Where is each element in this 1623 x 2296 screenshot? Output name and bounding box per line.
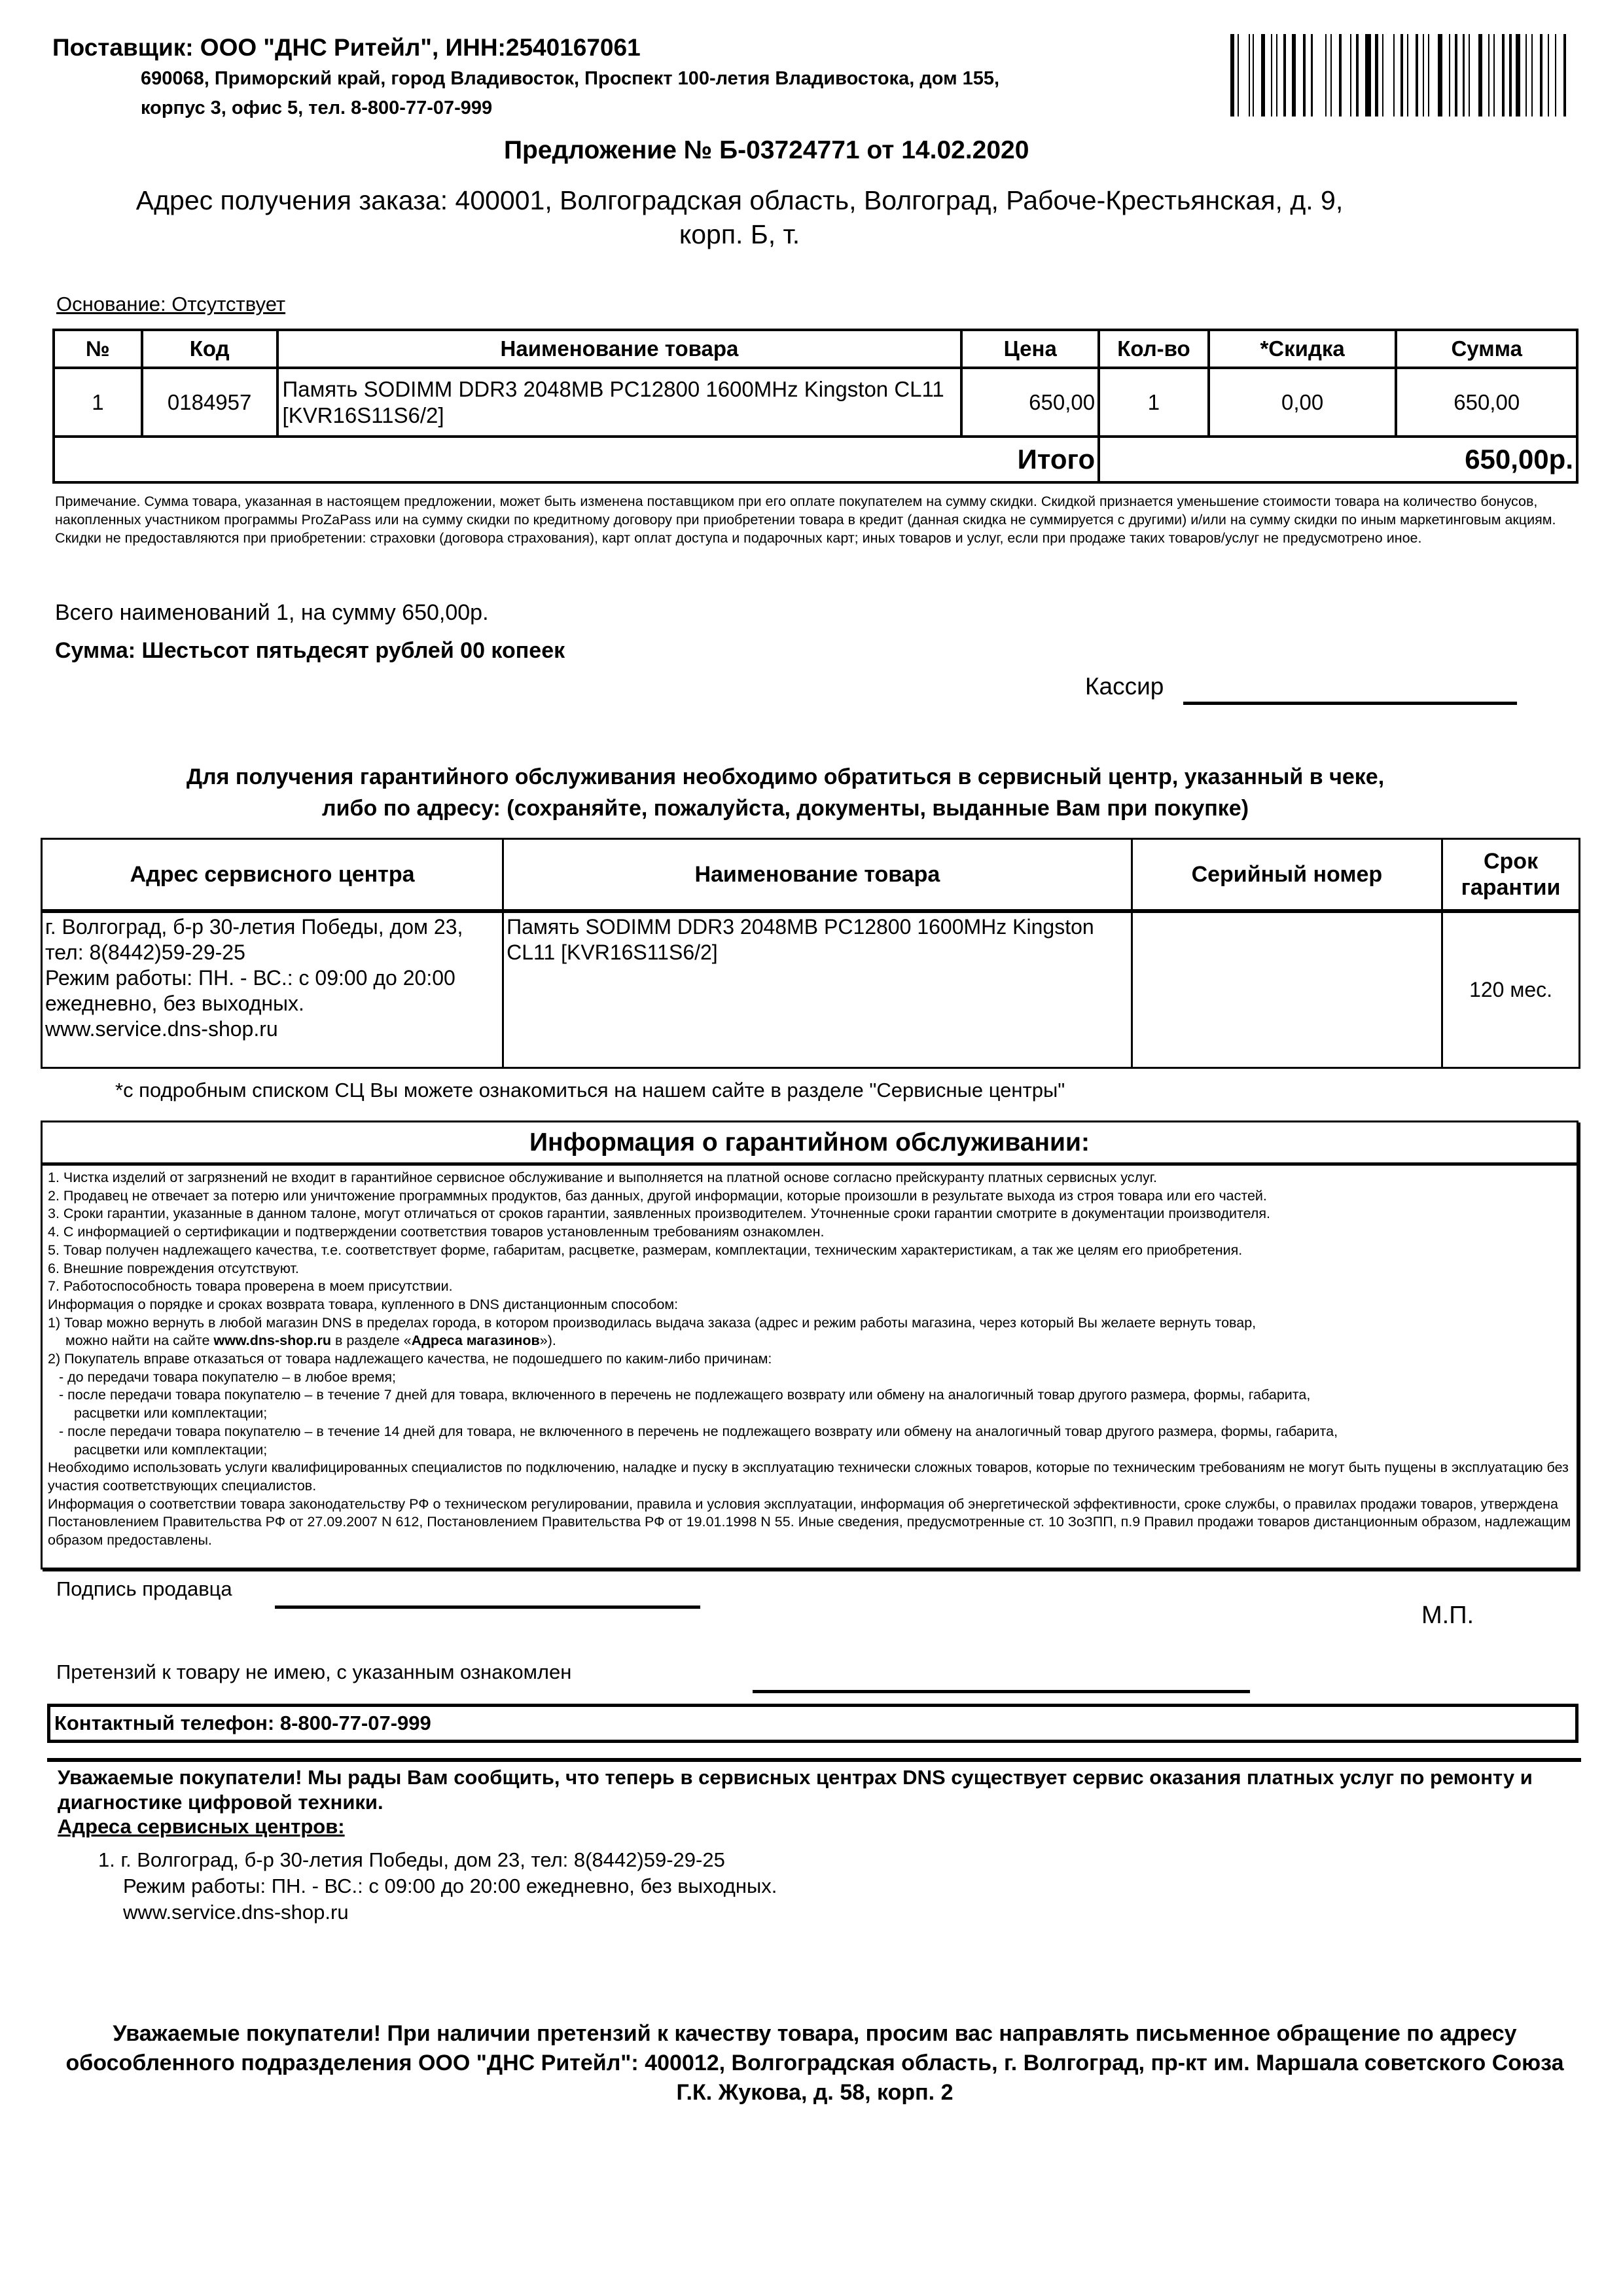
warranty-info-title: Информация о гарантийном обслуживании:	[43, 1122, 1577, 1166]
offer-title: Предложение № Б-03724771 от 14.02.2020	[504, 136, 1029, 164]
col-header-no: №	[54, 330, 142, 368]
text: в разделе «	[330, 1333, 412, 1349]
supplier-address	[141, 64, 1188, 123]
address-line: тел: 8(8442)59-29-25	[45, 940, 245, 964]
price-note	[55, 492, 1573, 547]
separator	[47, 1758, 1581, 1762]
info-item: - после передачи товара покупателю – в течение 7 дней для товара, включенного в перечень не подлежащего возврату или обмену на аналогичный товар другого размера, формы, габарита,	[59, 1387, 1311, 1403]
cashier-signature-line	[1183, 702, 1517, 705]
total-label: Итого	[54, 437, 1099, 482]
info-item: 2. Продавец не отвечает за потерю или уничтожение программных продуктов, баз данных, другой информации, которые произошли в результате выхода из строя товара или его частей.	[48, 1187, 1267, 1204]
col-header-qty: Кол-во	[1099, 330, 1209, 368]
delivery-address-line: Адрес получения заказа: 400001, Волгоградская область, Волгоград, Рабоче-Крестьянская, д. 9,	[135, 185, 1344, 215]
cell-code: 0184957	[142, 368, 277, 437]
info-item: 1. Чистка изделий от загрязнений не входит в гарантийное сервисное обслуживание и выполняется на платной основе согласно прейскуранту платных сервисных услуг.	[48, 1170, 1157, 1185]
info-item: 6. Внешние повреждения отсутствуют.	[48, 1260, 299, 1276]
cell-discount: 0,00	[1209, 368, 1397, 437]
table-row	[54, 368, 1577, 437]
col-header-serial: Серийный номер	[1132, 839, 1442, 911]
col-header-sum: Сумма	[1396, 330, 1577, 368]
service-center-site-link[interactable]: www.service.dns-shop.ru	[123, 1901, 349, 1924]
supplier-address-line: 690068, Приморский край, город Владивосток, Проспект 100-летия Владивостока, дом 155,	[141, 68, 1000, 89]
contact-phone: Контактный телефон: 8-800-77-07-999	[47, 1704, 1578, 1743]
cell-service-address	[42, 911, 503, 1068]
table-row	[42, 911, 1580, 1068]
supplier-name: Поставщик: ООО "ДНС Ритейл", ИНН:2540167061	[52, 34, 641, 61]
col-header-name: Наименование товара	[277, 330, 962, 368]
no-claims-label: Претензий к товару не имею, с указанным ознакомлен	[56, 1660, 572, 1683]
cell-warranty-term: 120 мес.	[1442, 911, 1580, 1068]
supplier-address-line: корпус 3, офис 5, тел. 8-800-77-07-999	[141, 98, 493, 118]
col-header-price: Цена	[961, 330, 1099, 368]
service-center-footnote: *с подробным списком СЦ Вы можете ознакомиться на нашем сайте в разделе "Сервисные центры"	[115, 1079, 1065, 1102]
cashier-label: Кассир	[1085, 673, 1164, 700]
info-item: Информация о порядке и сроках возврата товара, купленного в DNS дистанционным способом:	[48, 1296, 679, 1312]
text: можно найти на сайте	[65, 1333, 214, 1349]
total-count: Всего наименований 1, на сумму 650,00р.	[55, 600, 489, 625]
cell-product-name: Память SODIMM DDR3 2048MB PC12800 1600MHz Kingston CL11 [KVR16S11S6/2]	[503, 911, 1132, 1068]
cell-no: 1	[54, 368, 142, 437]
warranty-info-body	[43, 1166, 1577, 1553]
delivery-address-line: корп. Б, т.	[679, 219, 800, 249]
info-item: 3. Сроки гарантии, указанные в данном талоне, могут отличаться от сроков гарантии, заявленных производителем. Уточненные сроки гарантии смотрите в документации производителя.	[48, 1206, 1270, 1222]
buyer-signature-line	[753, 1690, 1250, 1693]
note-paragraph: Скидки не предоставляются при приобретении: страховки (договора страхования), карт оплат доступа и подарочных карт; иных товаров и услуг, если при продаже таких товаров/услуг не предусмотрено иное.	[55, 530, 1422, 546]
warranty-info-box	[41, 1121, 1578, 1570]
warranty-table-header	[42, 839, 1580, 911]
text: »).	[539, 1333, 556, 1349]
address-line: ежедневно, без выходных.	[45, 991, 304, 1015]
info-item: 7. Работоспособность товара проверена в моем присутствии.	[48, 1278, 453, 1295]
warranty-intro-line: либо по адресу: (сохраняйте, пожалуйста, документы, выданные Вам при покупке)	[321, 796, 1249, 821]
col-header-warranty-term: Срок гарантии	[1442, 839, 1580, 911]
service-site-link[interactable]: www.service.dns-shop.ru	[45, 1016, 278, 1041]
total-in-words: Сумма: Шестьсот пятьдесят рублей 00 копеек	[55, 638, 565, 663]
cell-price: 650,00	[961, 368, 1099, 437]
cell-sum: 650,00	[1396, 368, 1577, 437]
cell-product-name: Память SODIMM DDR3 2048MB PC12800 1600MHz Kingston CL11 [KVR16S11S6/2]	[277, 368, 962, 437]
service-center-hours: Режим работы: ПН. - ВС.: с 09:00 до 20:00 ежедневно, без выходных.	[123, 1874, 777, 1897]
seller-signature-line	[275, 1605, 700, 1609]
warranty-intro-line: Для получения гарантийного обслуживания необходимо обратиться в сервисный центр, указанный в чеке,	[186, 764, 1385, 789]
paid-services-notice: Уважаемые покупатели! Мы рады Вам сообщить, что теперь в сервисных центрах DNS существует сервис оказания платных услуг по ремонту и диагностике цифровой техники.	[58, 1766, 1533, 1814]
basis-label: Основание: Отсутствует	[56, 293, 286, 315]
barcode-icon	[1230, 34, 1571, 117]
total-row	[54, 437, 1577, 482]
col-header-code: Код	[142, 330, 277, 368]
info-item: 2) Покупатель вправе отказаться от товара надлежащего качества, не подошедшего по каким-либо причинам:	[48, 1351, 772, 1367]
service-centers-title: Адреса сервисных центров:	[58, 1815, 345, 1838]
dns-shop-link[interactable]: www.dns-shop.ru	[213, 1333, 331, 1349]
cell-qty: 1	[1099, 368, 1209, 437]
info-item: 4. С информацией о сертификации и подтверждении соответствия товаров установленным требованиям ознакомлен.	[48, 1224, 825, 1240]
info-item-store-link	[48, 1332, 1571, 1350]
col-header-product-name: Наименование товара	[503, 839, 1132, 911]
stamp-placeholder: М.П.	[1421, 1602, 1474, 1629]
warranty-intro	[92, 761, 1479, 824]
warranty-table	[41, 838, 1580, 1069]
service-centers-list	[98, 1847, 777, 1926]
product-table	[52, 329, 1578, 484]
delivery-address	[39, 183, 1440, 251]
cell-serial-number	[1132, 911, 1442, 1068]
note-paragraph: Примечание. Сумма товара, указанная в настоящем предложении, может быть изменена поставщиком при его оплате покупателем на сумму скидки. Скидкой признается уменьшение стоимости товара на количество бонусов, накопленных участником программы ProZaPass или на сумму скидки по кредитному договору при приобретении товара в кредит (данная скидка не суммируется с другими) и/или на сумму скидки по иным маркетинговым акциям.	[55, 493, 1556, 528]
info-item: - после передачи товара покупателю – в течение 14 дней для товара, не включенного в перечень не подлежащего возврату или обмену на аналогичный товар другого размера, формы, габарита,	[59, 1423, 1338, 1439]
claims-notice: Уважаемые покупатели! При наличии претензий к качеству товара, просим вас направлять письменное обращение по адресу обособленного подразделения ООО "ДНС Ритейл": 400012, Волгоградская область, г. Волгоград, пр-кт им. Маршала советского Союза Г.К. Жукова, д. 58, корп. 2	[65, 2021, 1564, 2105]
seller-signature-label: Подпись продавца	[56, 1577, 232, 1600]
info-item: расцветки или комплектации;	[74, 1441, 268, 1458]
col-header-service-address: Адрес сервисного центра	[42, 839, 503, 911]
service-center-address: 1. г. Волгоград, б-р 30-летия Победы, дом 23, тел: 8(8442)59-29-25	[98, 1848, 725, 1871]
address-line: Режим работы: ПН. - ВС.: с 09:00 до 20:00	[45, 965, 455, 990]
info-item: Информация о соответствии товара законодательству РФ о техническом регулировании, правила и условия эксплуатации, информация об энергетической эффективности, сроке службы, о правилах продажи товаров, утверждена Постановлением Правительства РФ от 27.09.2007 N 612, Постановлением Правительства РФ от 19.01.1998 N 55. Иные сведения, предусмотренные ст. 10 ЗоЗПП, п.9 Правил продажи товаров дистанционным образом, надлежащим образом предоставлены.	[48, 1496, 1571, 1549]
info-item: расцветки или комплектации;	[74, 1405, 268, 1422]
info-item: 1) Товар можно вернуть в любой магазин DNS в пределах города, в котором производилась выдача заказа (адрес и режим работы магазина, через который Вы желаете вернуть товар,	[48, 1314, 1257, 1331]
info-item: Необходимо использовать услуги квалифицированных специалистов по подключению, наладке и пуску в эксплуатацию технически сложных товаров, которые по техническим требованиям не могут быть пущены в эксплуатацию без участия соответствующих специалистов.	[48, 1460, 1569, 1494]
product-table-header	[54, 330, 1577, 368]
total-value: 650,00р.	[1099, 437, 1577, 482]
address-line: г. Волгоград, б-р 30-летия Победы, дом 23,	[45, 914, 463, 939]
info-item: - до передачи товара покупателю – в любое время;	[59, 1369, 397, 1385]
store-addresses-link[interactable]: Адреса магазинов	[411, 1333, 540, 1349]
col-header-discount: *Скидка	[1209, 330, 1397, 368]
info-item: 5. Товар получен надлежащего качества, т.е. соответствует форме, габаритам, расцветке, размерам, комплектации, техническим характеристикам, а так же целям его приобретения.	[48, 1242, 1243, 1258]
